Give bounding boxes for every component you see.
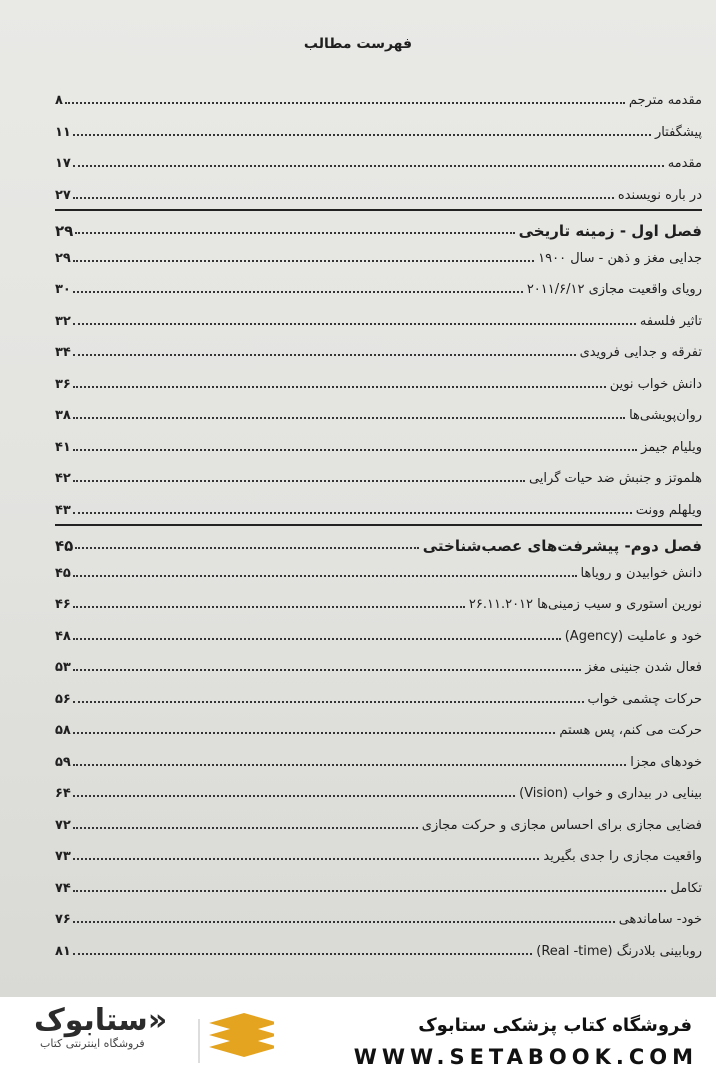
toc-page-number: ۱۱ xyxy=(55,124,71,140)
dot-leader xyxy=(73,827,418,829)
toc-entry-title: خود و عاملیت (Agency) xyxy=(564,628,702,644)
page-title: فهرست مطالب xyxy=(303,36,413,52)
toc-row[interactable] xyxy=(55,871,702,897)
toc-page-number: ۷۲ xyxy=(55,817,71,833)
dot-leader xyxy=(73,354,576,356)
dot-leader xyxy=(73,606,465,608)
dot-leader xyxy=(73,260,534,262)
toc-entry-title: فصل دوم- پیشرفت‌های عصب‌شناختی xyxy=(422,537,702,555)
dot-leader xyxy=(73,764,626,766)
toc-row[interactable] xyxy=(55,934,702,960)
toc-row[interactable] xyxy=(55,556,702,582)
toc-chapter-row[interactable] xyxy=(55,524,702,554)
toc-entry-title: ویلیام جیمز xyxy=(641,439,702,455)
toc-row[interactable] xyxy=(55,335,702,361)
toc-page-number: ۸ xyxy=(55,93,63,108)
toc-row[interactable] xyxy=(55,745,702,771)
toc-row[interactable] xyxy=(55,619,702,645)
toc-page-number: ۳۸ xyxy=(55,408,71,423)
logo-wordmark: ستابوک» xyxy=(34,1003,168,1038)
toc-entry-title: روان‌پویشی‌ها xyxy=(629,408,702,423)
toc-page-number: ۳۲ xyxy=(55,313,71,329)
toc-page-number: ۴۶ xyxy=(55,597,71,612)
toc-entry-title: نورین استوری و سیب زمینی‌ها ۲۶.۱۱.۲۰۱۲ xyxy=(468,597,702,612)
book-stack-icon xyxy=(209,1013,274,1057)
dot-leader xyxy=(73,323,636,325)
toc-chapter-row[interactable] xyxy=(55,209,702,239)
toc-entry-title: تاثیر فلسفه xyxy=(639,313,702,329)
toc-entry-title: بینایی در بیداری و خواب (Vision) xyxy=(519,786,702,801)
toc-page-number: ۵۹ xyxy=(55,754,71,770)
toc-entry-title: مقدمه مترجم xyxy=(628,93,702,108)
toc-row[interactable] xyxy=(55,241,702,267)
dot-leader xyxy=(73,795,515,797)
toc-page-number: ۷۳ xyxy=(55,849,71,864)
toc-page-number: ۱۷ xyxy=(55,156,71,171)
toc-entry-title: خود- ساماندهی xyxy=(618,912,702,927)
dot-leader xyxy=(65,102,625,104)
footer-banner xyxy=(0,997,716,1080)
dot-leader xyxy=(73,858,540,860)
dot-leader xyxy=(73,165,664,167)
toc-row[interactable] xyxy=(55,713,702,739)
toc-entry-title: در باره نویسنده xyxy=(617,187,702,203)
toc-entry-title: حرکات چشمی خواب xyxy=(587,691,702,707)
toc-page-number: ۶۴ xyxy=(55,786,71,801)
toc-page-number: ۷۴ xyxy=(55,880,71,896)
toc-entry-title: واقعیت مجازی را جدی بگیرید xyxy=(543,849,702,864)
toc-entry-title: هلموتز و جنبش ضد حیات گرایی xyxy=(528,471,702,486)
toc-row[interactable] xyxy=(55,430,702,456)
dot-leader xyxy=(75,547,418,549)
dot-leader xyxy=(73,134,651,136)
toc-entry-title: جدایی مغز و ذهن - سال ۱۹۰۰ xyxy=(538,250,702,266)
toc-entry-title: تکامل xyxy=(670,880,702,896)
toc-row[interactable] xyxy=(55,367,702,393)
toc-entry-title: حرکت می کنم، پس هستم xyxy=(559,723,702,738)
toc-page-number: ۴۲ xyxy=(55,471,71,486)
toc-row[interactable] xyxy=(55,839,702,865)
toc-entry-title: ویلهلم وونت xyxy=(635,502,702,518)
logo-subtitle: فروشگاه اینترنتی کتاب xyxy=(40,1037,145,1050)
toc-entry-title: روبابینی بلادرنگ (Real -time) xyxy=(536,943,702,959)
toc-row[interactable] xyxy=(55,808,702,834)
toc-row[interactable] xyxy=(55,398,702,424)
toc-page-number: ۵۶ xyxy=(55,691,71,707)
dot-leader xyxy=(73,291,523,293)
toc-page-number: ۳۶ xyxy=(55,376,71,392)
toc-row[interactable] xyxy=(55,650,702,676)
dot-leader xyxy=(73,953,532,955)
dot-leader xyxy=(73,449,637,451)
toc-entry-title: دانش خواب نوین xyxy=(609,376,702,392)
dot-leader xyxy=(75,232,514,234)
toc-entry-title: رویای واقعیت مجازی ۲۰۱۱/۶/۱۲ xyxy=(526,282,702,297)
toc-row[interactable] xyxy=(55,776,702,802)
toc-page-number: ۴۱ xyxy=(55,439,71,455)
dot-leader xyxy=(73,732,555,734)
toc-entry-title: خودهای مجزا xyxy=(630,754,702,770)
dot-leader xyxy=(73,890,667,892)
toc-entry-title: فعال شدن جنینی مغز xyxy=(585,660,702,675)
toc-page-number: ۸۱ xyxy=(55,943,71,959)
toc-page-number: ۴۸ xyxy=(55,628,71,644)
toc-row[interactable] xyxy=(55,83,702,109)
toc-page-number: ۴۵ xyxy=(55,565,71,581)
dot-leader xyxy=(73,197,614,199)
toc-page-number: ۵۳ xyxy=(55,660,71,675)
toc-row[interactable] xyxy=(55,461,702,487)
toc-row[interactable] xyxy=(55,115,702,141)
dot-leader xyxy=(73,575,577,577)
dot-leader xyxy=(73,669,582,671)
toc-page-number: ۵۸ xyxy=(55,723,71,738)
toc-page-number: ۲۹ xyxy=(55,250,71,266)
toc-page-number: ۳۰ xyxy=(55,282,71,297)
toc-entry-title: مقدمه xyxy=(667,156,702,171)
dot-leader xyxy=(73,512,632,514)
toc-row[interactable] xyxy=(55,178,702,204)
toc-page-number: ۷۶ xyxy=(55,912,71,927)
toc-page-number: ۲۷ xyxy=(55,187,71,203)
toc-row[interactable] xyxy=(55,304,702,330)
toc-row[interactable] xyxy=(55,902,702,928)
dot-leader xyxy=(73,701,584,703)
dot-leader xyxy=(73,638,561,640)
toc-row[interactable] xyxy=(55,493,702,519)
toc-row[interactable] xyxy=(55,587,702,613)
toc-entry-title: فصل اول - زمینه تاریخی xyxy=(518,222,702,240)
dot-leader xyxy=(73,417,625,419)
toc-page-number: ۴۳ xyxy=(55,502,71,518)
toc-entry-title: فضایی مجازی برای احساس مجازی و حرکت مجازی xyxy=(421,817,702,833)
toc-row[interactable] xyxy=(55,682,702,708)
toc-row[interactable] xyxy=(55,146,702,172)
toc-page-number: ۳۴ xyxy=(55,345,71,360)
toc-page-number: ۲۹ xyxy=(55,222,74,240)
dot-leader xyxy=(73,921,615,923)
toc-row[interactable] xyxy=(55,272,702,298)
dot-leader xyxy=(73,386,606,388)
toc-entry-title: پیشگفتار xyxy=(654,124,702,140)
toc-page-number: ۴۵ xyxy=(55,537,74,555)
dot-leader xyxy=(73,480,525,482)
toc-entry-title: دانش خوابیدن و رویاها xyxy=(580,565,702,581)
toc-entry-title: تفرقه و جدایی فرویدی xyxy=(579,345,702,360)
store-name: فروشگاه کتاب پزشکی ستابوک xyxy=(418,1015,692,1036)
website-link[interactable]: WWW.SETABOOK.COM xyxy=(353,1045,698,1069)
